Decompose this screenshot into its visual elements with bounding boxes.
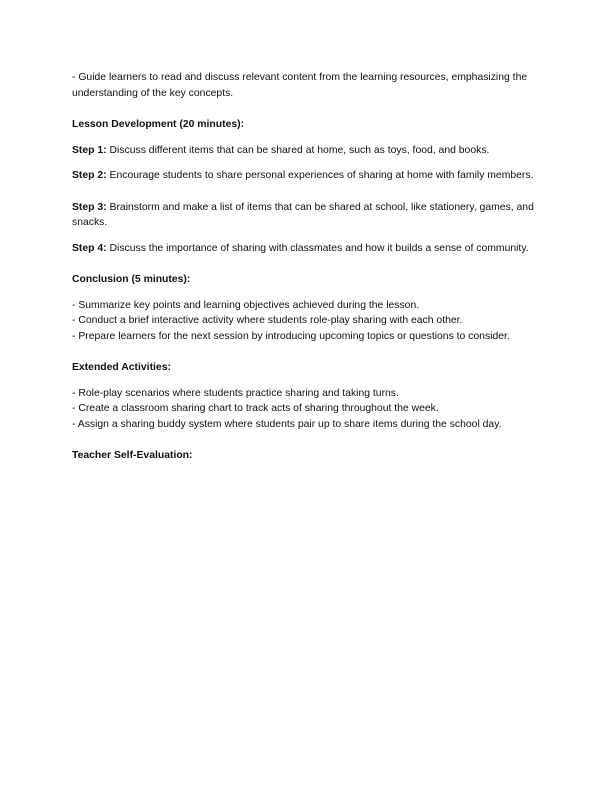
spacer — [72, 184, 542, 200]
step-1-text: Discuss different items that can be shared at home, such as toys, food, and books. — [106, 144, 490, 156]
spacer — [72, 158, 542, 168]
conclusion-item-1: - Summarize key points and learning objectives achieved during the lesson. — [72, 299, 420, 311]
document-page — [72, 70, 542, 464]
spacer — [72, 101, 542, 117]
step-2-text: Encourage students to share personal experiences of sharing at home with family members. — [106, 170, 534, 181]
step-3-text: Brainstorm and make a list of items that can be shared at school, like stationery, games, and snacks. — [72, 201, 534, 228]
step-4-text: Discuss the importance of sharing with classmates and how it builds a sense of community. — [106, 242, 529, 254]
spacer — [72, 288, 542, 298]
intro-paragraph: - Guide learners to read and discuss relevant content from the learning resources, emphasizing the understanding of the key concepts. — [72, 72, 528, 99]
conclusion-heading: Conclusion (5 minutes): — [72, 274, 191, 285]
step-4-label: Step 4: — [72, 242, 107, 254]
teacher-self-evaluation-heading: Teacher Self-Evaluation: — [72, 450, 193, 461]
spacer — [72, 256, 542, 272]
spacer — [72, 432, 542, 448]
spacer — [72, 231, 542, 241]
conclusion-item-2: - Conduct a brief interactive activity where students role-play sharing with each other. — [72, 315, 463, 326]
step-3-paragraph — [72, 200, 542, 231]
conclusion-item-3: - Prepare learners for the next session by introducing upcoming topics or questions to consider. — [72, 330, 510, 342]
spacer — [72, 376, 542, 386]
extended-activity-item-1: - Role-play scenarios where students practice sharing and taking turns. — [72, 387, 399, 399]
spacer — [72, 344, 542, 360]
lesson-development-heading: Lesson Development (20 minutes): — [72, 119, 245, 130]
step-2-paragraph — [72, 168, 542, 184]
step-2-label: Step 2: — [72, 170, 107, 181]
step-1-paragraph — [72, 143, 542, 159]
step-4-paragraph — [72, 241, 542, 257]
extended-activity-item-3: - Assign a sharing buddy system where students pair up to share items during the school day. — [72, 418, 502, 430]
spacer — [72, 133, 542, 143]
step-3-label: Step 3: — [72, 201, 107, 213]
extended-activities-heading: Extended Activities: — [72, 362, 171, 373]
step-1-label: Step 1: — [72, 144, 107, 156]
extended-activity-item-2: - Create a classroom sharing chart to track acts of sharing throughout the week. — [72, 403, 439, 414]
